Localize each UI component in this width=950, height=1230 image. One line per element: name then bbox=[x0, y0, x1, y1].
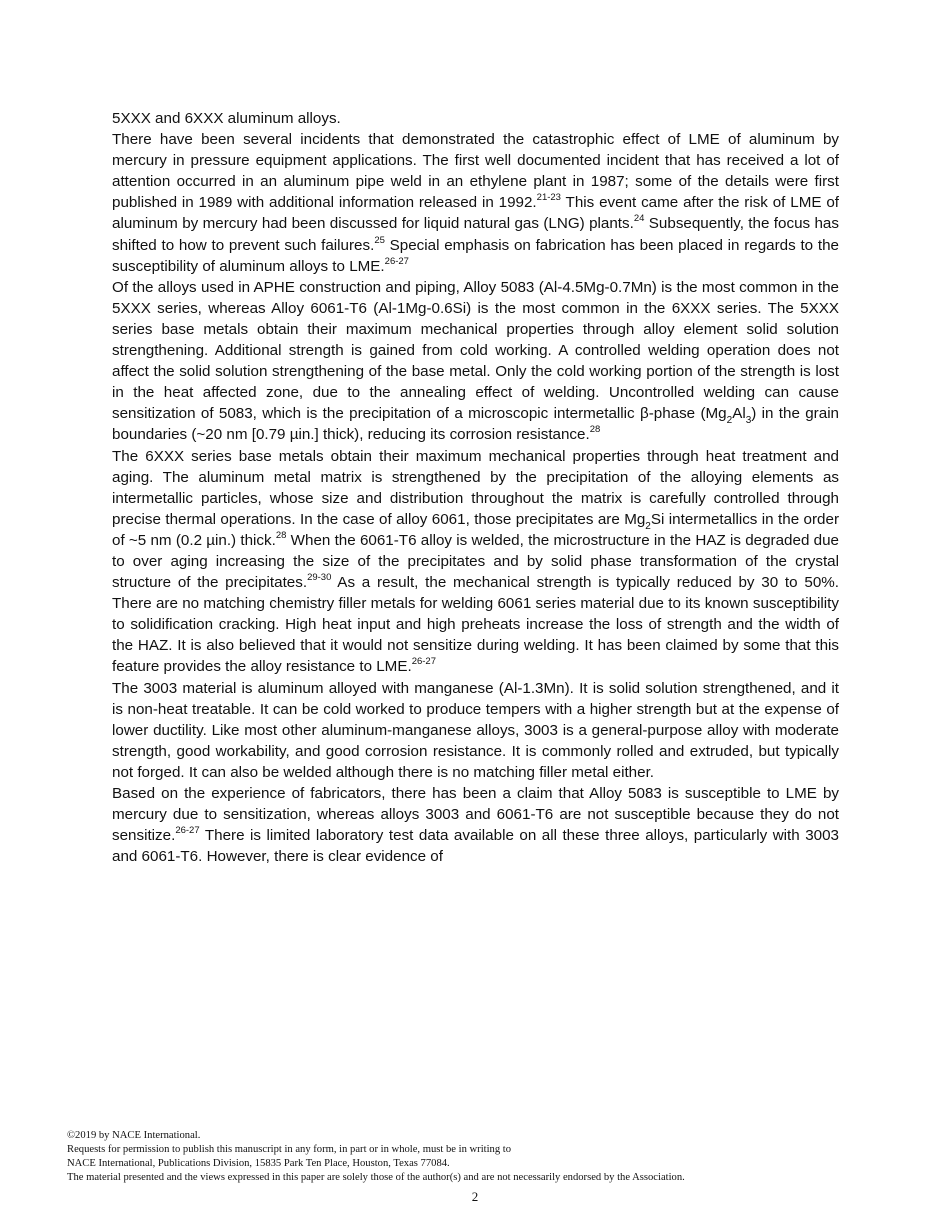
footer-address: NACE International, Publications Division, 15835 Park Ten Place, Houston, Texas 77084. bbox=[67, 1158, 450, 1169]
citation-superscript: 26-27 bbox=[384, 255, 409, 267]
paragraph bbox=[112, 678, 839, 783]
citation-superscript: 28 bbox=[589, 424, 601, 436]
text-run: Of the alloys used in APHE construction and piping, Alloy 5083 (Al-4.5Mg-0.7Mn) is the most common in the 5XXX series, whereas Alloy 6061-T6 (Al-1Mg-0.6Si) is the most common in the 6XXX series. The 5XXX series base metals obtain their maximum mechanical properties through alloy element solid solution strengthening. Additional strength is gained from cold working. A controlled welding operation does not affect the solid solution strengthening of the base metal. Only the cold working portion of the strength is lost in the heat affected zone, due to the annealing effect of welding. Uncontrolled welding can cause sensitization of 5083, which is the precipitation of a microscopic intermetallic β-phase (Mg bbox=[112, 278, 839, 423]
citation-superscript: 29-30 bbox=[307, 572, 332, 583]
paragraph bbox=[112, 446, 839, 678]
text-run: ) in the grain boundaries (~20 nm [0.79 µin.] thick), reducing its corrosion resistance. bbox=[112, 405, 840, 444]
paragraph bbox=[112, 277, 839, 446]
text-run: Special emphasis on fabrication has been placed in regards to the susceptibility of aluminum alloys to LME. bbox=[112, 236, 839, 275]
text-run: Based on the experience of fabricators, there has been a claim that Alloy 5083 is susceptible to LME by mercury due to sensitization, whereas alloys 3003 and 6061-T6 are not susceptible because they do not sensitize. bbox=[112, 785, 839, 845]
citation-superscript: 28 bbox=[275, 529, 287, 541]
page-number: 2 bbox=[471, 1189, 479, 1204]
footer-disclaimer: The material presented and the views expressed in this paper are solely those of the author(s) and are not necessarily endorsed by the Association. bbox=[67, 1172, 685, 1183]
text-run: As a result, the mechanical strength is typically reduced by 30 to 50%. There are no matching chemistry filler metals for welding 6061 series material due to its known susceptibility to solidification cracking. High heat input and high preheats increase the loss of strength and the width of the HAZ. It is also believed that it would not sensitize during welding. It has been claimed by some that this feature provides the alloy resistance to LME. bbox=[112, 574, 839, 676]
chemical-subscript: 2 bbox=[726, 415, 733, 427]
citation-superscript: 26-27 bbox=[175, 825, 200, 837]
paragraph bbox=[112, 783, 839, 867]
citation-superscript: 25 bbox=[374, 234, 385, 246]
text-run: There is limited laboratory test data available on all these three alloys, particularly with 3003 and 6061-T6. However, there is clear evidence of bbox=[112, 827, 839, 866]
text-run: 5XXX and 6XXX aluminum alloys. bbox=[112, 110, 341, 127]
text-run: Si intermetallics in the order of ~5 nm (0.2 µin.) thick. bbox=[112, 510, 840, 549]
text-run: When the 6061-T6 alloy is welded, the microstructure in the HAZ is degraded due to over aging increasing the size of the precipitates and by solid phase transformation of the crystal structure of the precipitates. bbox=[112, 531, 839, 592]
text-run: Al bbox=[732, 405, 746, 423]
footer-copyright: ©2019 by NACE International. bbox=[67, 1130, 201, 1141]
paragraph bbox=[112, 129, 839, 277]
chemical-subscript: 2 bbox=[645, 520, 651, 532]
paragraph bbox=[112, 108, 839, 129]
body-text bbox=[112, 108, 839, 867]
text-run: The 6XXX series base metals obtain their maximum mechanical properties through heat treatment and aging. The aluminum metal matrix is strengthened by the precipitation of the alloying elements as intermetallic particles, whose size and distribution throughout the matrix is carefully controlled through precise thermal operations. In the case of alloy 6061, those precipitates are Mg bbox=[112, 447, 839, 528]
text-run: There have been several incidents that demonstrated the catastrophic effect of LME of aluminum by mercury in pressure equipment applications. The first well documented incident that has received a lot of attention occurred in an aluminum pipe weld in an ethylene plant in 1987; some of the details were first published in 1989 with additional information released in 1992. bbox=[112, 131, 839, 212]
citation-superscript: 21-23 bbox=[536, 192, 561, 204]
text-run: The 3003 material is aluminum alloyed with manganese (Al-1.3Mn). It is solid solution strengthened, and it is non-heat treatable. It can be cold worked to produce tempers with a higher strength but at the expense of lower ductility. Like most other aluminum-manganese alloys, 3003 is a general-purpose alloy with moderate strength, good workability, and good corrosion resistance. It is commonly rolled and extruded, but typically not forged. It can also be welded although there is no matching filler metal either. bbox=[112, 679, 839, 781]
citation-superscript: 24 bbox=[633, 213, 645, 225]
citation-superscript: 26-27 bbox=[411, 656, 436, 668]
footer bbox=[67, 1129, 907, 1185]
text-run: This event came after the risk of LME of aluminum by mercury had been discussed for liquid natural gas (LNG) plants. bbox=[112, 194, 839, 233]
text-run: Subsequently, the focus has shifted to how to prevent such failures. bbox=[112, 215, 839, 254]
footer-permission: Requests for permission to publish this manuscript in any form, in part or in whole, must be in writing to bbox=[67, 1144, 512, 1155]
chemical-subscript: 3 bbox=[745, 415, 752, 427]
